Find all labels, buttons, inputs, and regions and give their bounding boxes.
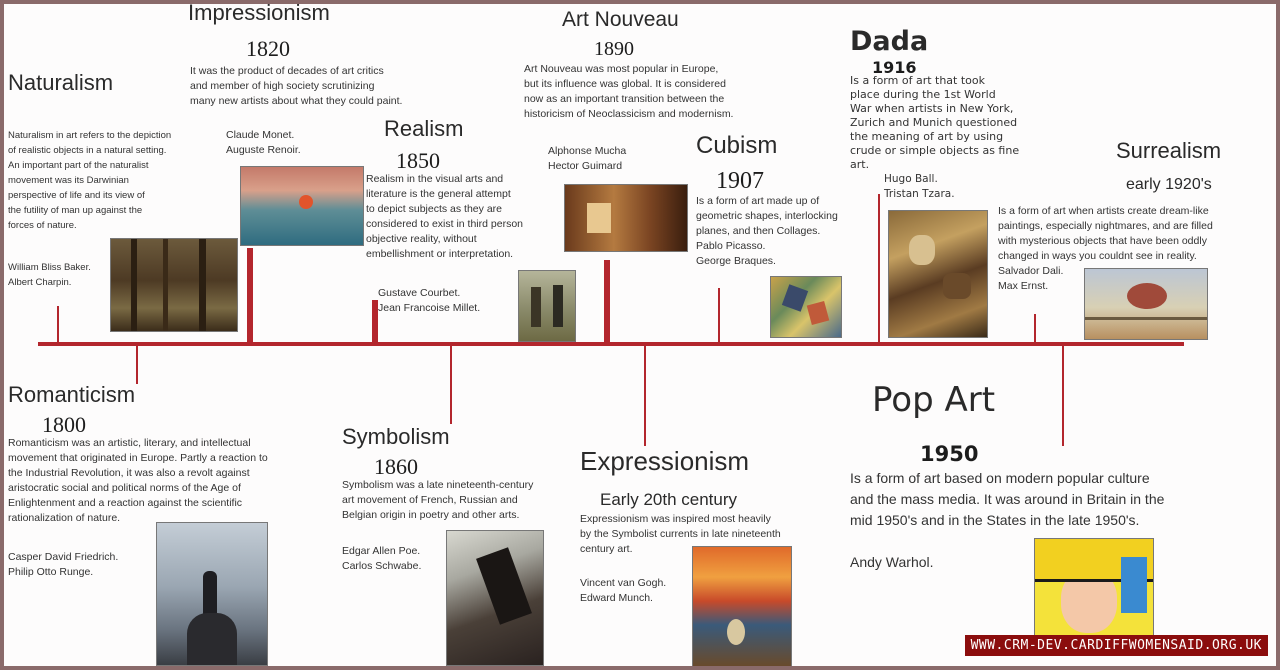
art-nouveau-title: Art Nouveau <box>562 8 679 31</box>
surrealism-year: early 1920's <box>1126 176 1212 193</box>
symbolism-text: Symbolism was a late nineteenth-century art movement of French, Russian and Belgian origin in poetry and other arts. <box>342 479 534 521</box>
tick-symbolism <box>450 346 452 424</box>
surrealism-painting <box>1084 268 1208 340</box>
symbolism-year: 1860 <box>374 454 418 479</box>
cubism-year: 1907 <box>716 168 764 194</box>
impressionism-text: It was the product of decades of art critics and member of high society scrutinizing many new artists about what they could paint. <box>190 65 403 107</box>
impressionism-artists: Claude Monet. Auguste Renoir. <box>226 129 301 156</box>
pop-art-text: Is a form of art based on modern popular culture and the mass media. It was around in Britain in the mid 1950's and in the States in the late 1950's. <box>850 470 1165 528</box>
expressionism-title: Expressionism <box>580 446 750 476</box>
naturalism-text: Naturalism in art refers to the depiction of realistic objects in a natural setting. An important part of the naturalist movement was its Darwinian perspective of life and its view of the futility of man up against the forces of nature. <box>8 130 172 231</box>
realism-year: 1850 <box>396 148 440 173</box>
cubism-title: Cubism <box>696 132 778 159</box>
tick-naturalism <box>57 306 59 344</box>
romanticism-year: 1800 <box>42 412 86 437</box>
surrealism-title: Surrealism <box>1116 138 1222 163</box>
tick-expressionism <box>644 346 646 446</box>
realism-title: Realism <box>384 116 464 141</box>
impressionism-year: 1820 <box>246 36 290 61</box>
cubism-text: Is a form of art made up of geometric shapes, interlocking planes, and then Collages. Pablo Picasso. George Braques. <box>696 195 838 267</box>
impressionism-painting <box>240 166 364 246</box>
pop-art-year: 1950 <box>920 442 979 466</box>
dada-artists: Hugo Ball. Tristan Tzara. <box>884 173 955 200</box>
tick-cubism <box>718 288 720 344</box>
art-nouveau-image <box>564 184 688 252</box>
tick-impressionism <box>247 248 253 344</box>
expressionism-artists: Vincent van Gogh. Edward Munch. <box>580 577 667 604</box>
pop-art-painting <box>1034 538 1154 640</box>
naturalism-artists: William Bliss Baker. Albert Charpin. <box>8 262 91 288</box>
realism-artists: Gustave Courbet. Jean Francoise Millet. <box>378 287 481 314</box>
tick-romanticism <box>136 346 138 384</box>
cubism-painting <box>770 276 842 338</box>
dada-title: Dada <box>850 26 929 57</box>
timeline-axis <box>38 342 1184 346</box>
expressionism-text: Expressionism was inspired most heavily by the Symbolist currents in late nineteenth century art. <box>580 513 781 555</box>
naturalism-title: Naturalism <box>8 70 114 95</box>
realism-text: Realism in the visual arts and literature is the general attempt to depict subjects as they are considered to exist in third person objective reality, without embellishment or interpretation. <box>366 173 524 260</box>
symbolism-painting <box>446 530 544 666</box>
surrealism-text: Is a form of art when artists create dream-like paintings, especially nightmares, and are filled with mysterious objects that have been oddly changed in ways you couldnt see in reality. Salvador Dali. Max Ernst. <box>998 205 1213 292</box>
romanticism-artists: Casper David Friedrich. Philip Otto Runge. <box>8 551 119 578</box>
romanticism-text: Romanticism was an artistic, literary, and intellectual movement that originated in Europe. Partly a reaction to the Industrial Revolution, it was also a revolt against aristocratic social and political norms of the Age of Enlightenment and a reaction against the scientific rationalization of nature. <box>8 437 268 524</box>
romanticism-painting <box>156 522 268 666</box>
dada-year: 1916 <box>872 58 917 77</box>
tick-dada <box>878 194 880 344</box>
tick-art-nouveau <box>604 260 610 344</box>
expressionism-painting <box>692 546 792 668</box>
expressionism-year: Early 20th century <box>600 490 738 509</box>
art-nouveau-text: Art Nouveau was most popular in Europe, but its influence was global. It is considered now as an important transition between the historicism of Neoclassicism and modernism. <box>524 63 734 120</box>
tick-pop-art <box>1062 346 1064 446</box>
symbolism-title: Symbolism <box>342 424 450 449</box>
dada-text: Is a form of art that took place during the 1st World War when artists in New York, Zurich and Munich questioned the meaning of art by using crude or simple objects as fine art. <box>850 74 1020 171</box>
art-nouveau-year: 1890 <box>594 38 634 60</box>
art-nouveau-artists: Alphonse Mucha Hector Guimard <box>548 145 627 172</box>
romanticism-title: Romanticism <box>8 382 136 407</box>
symbolism-artists: Edgar Allen Poe. Carlos Schwabe. <box>342 545 422 572</box>
watermark-url: WWW.CRM-DEV.CARDIFFWOMENSAID.ORG.UK <box>965 635 1268 656</box>
dada-artwork <box>888 210 988 338</box>
pop-art-title: Pop Art <box>872 380 996 420</box>
realism-painting <box>518 270 576 342</box>
pop-art-artists: Andy Warhol. <box>850 554 934 570</box>
naturalism-painting <box>110 238 238 332</box>
tick-surrealism <box>1034 314 1036 344</box>
impressionism-title: Impressionism <box>188 0 330 25</box>
